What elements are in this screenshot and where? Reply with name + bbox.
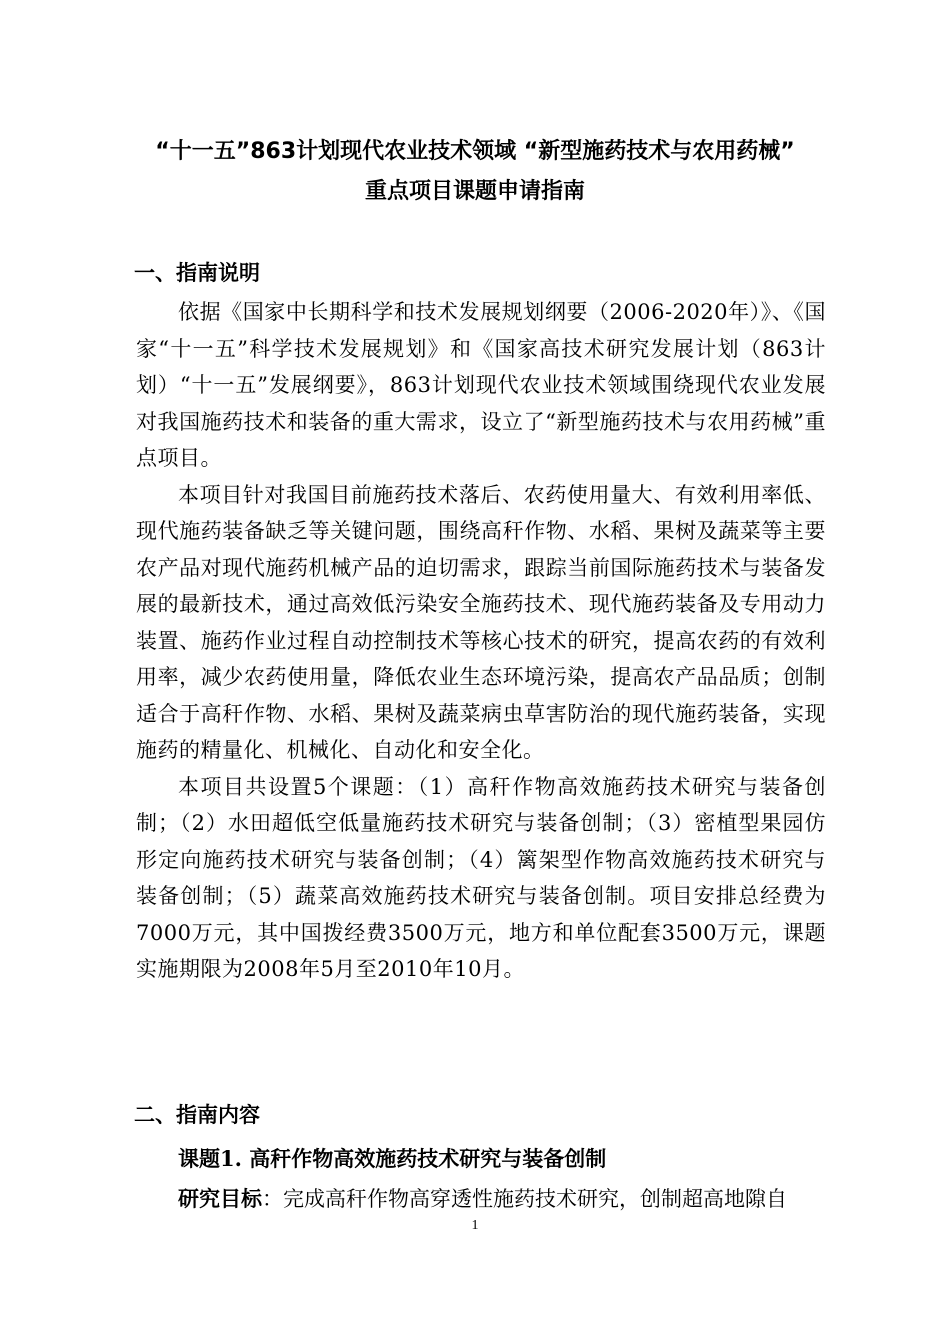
document-title-line-2: 重点项目课题申请指南 — [364, 179, 585, 204]
page-number: 1 — [471, 1218, 479, 1233]
paragraph-2: 本项目针对我国目前施药技术落后、农药使用量大、有效利用率低、现代施药装备缺乏等关键问题，围绕高秆作物、水稻、果树及蔬菜等主要农产品对现代施药机械产品的迫切需求，跟踪当前国际施药技术与装备发展的最新技术，通过高效低污染安全施药技术、现代施药装备及专用动力装置、施药作业过程自动控制技术等核心技术的研究，提高农药的有效利用率，减少农药使用量，降低农业生态环境污染，提高农产品品质；创制适合于高秆作物、水稻、果树及蔬菜病虫草害防治的现代施药装备，实现施药的精量化、机械化、自动化和安全化。 — [136, 482, 826, 762]
section-2-heading: 二、指南内容 — [134, 1103, 260, 1127]
topic-1-heading: 课题1. 高秆作物高效施药技术研究与装备创制 — [178, 1146, 607, 1171]
section-1-body — [136, 294, 826, 988]
section-1-heading: 一、指南说明 — [134, 261, 260, 285]
research-goal-line — [178, 1184, 828, 1214]
document-title-line-1: “十一五”863计划现代农业技术领域 “新型施药技术与农用药械” — [155, 139, 795, 164]
research-goal-text: ：完成高秆作物高穿透性施药技术研究，创制超高地隙自 — [262, 1187, 787, 1211]
research-goal-label: 研究目标 — [178, 1186, 262, 1211]
paragraph-1: 依据《国家中长期科学和技术发展规划纲要（2006-2020年）》、《国家“十一五”科学技术发展规划》和《国家高技术研究发展计划（863计划）“十一五”发展纲要》，863计划现代农业技术领域围绕现代农业发展对我国施药技术和装备的重大需求，设立了“新型施药技术与农用药械”重点项目。 — [136, 300, 826, 470]
paragraph-3: 本项目共设置5个课题：（1）高秆作物高效施药技术研究与装备创制；（2）水田超低空低量施药技术研究与装备创制；（3）密植型果园仿形定向施药技术研究与装备创制；（4）篱架型作物高效施药技术研究与装备创制；（5）蔬菜高效施药技术研究与装备创制。项目安排总经费为7000万元，其中国拨经费3500万元，地方和单位配套3500万元，课题实施期限为2008年5月至2010年10月。 — [136, 774, 826, 981]
